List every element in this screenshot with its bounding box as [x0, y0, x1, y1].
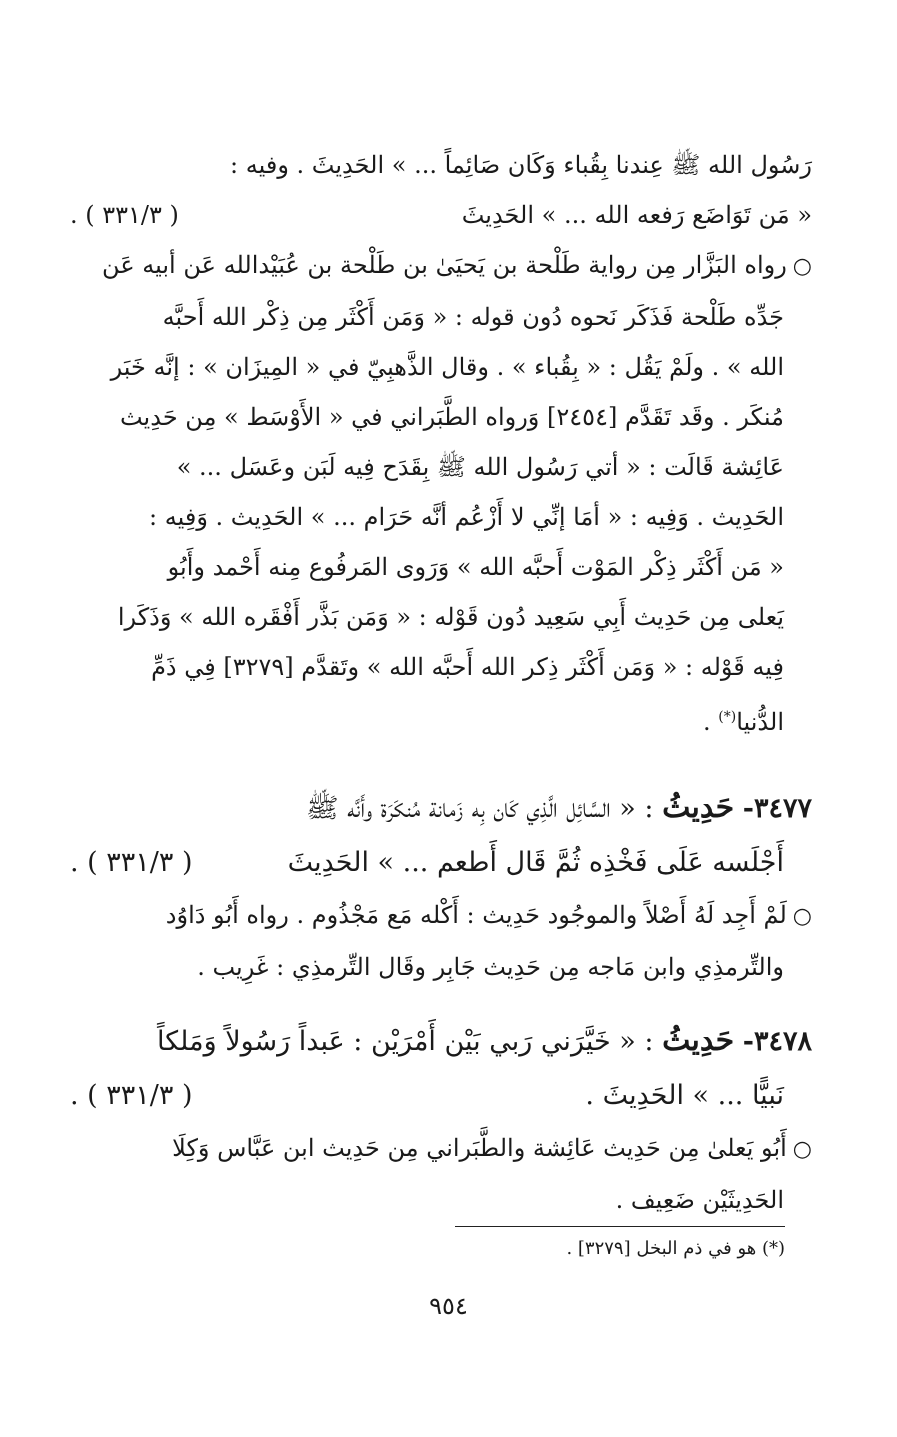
hadith-number: ٣٤٧٧- — [742, 793, 812, 824]
commentary-line: عَائِشة قَالَت : « أتي رَسُول الله ﷺ بِقَدَح فِيه لَبَن وعَسَل ... » — [176, 453, 784, 481]
commentary-line: « مَن أَكْثَر ذِكْر المَوْت أَحبَّه الله » وَرَوى المَرفُوع مِنه أَحْمد وأَبُو — [167, 553, 784, 581]
hadith-heading-3477: ٣٤٧٧- حَدِيثُ : « السَّائِل الَّذِي كَان بِه زَمانة مُنكَرَة وأَنَّه ﷺ — [306, 790, 812, 825]
text-line: رَسُول الله ﷺ عِندنا بِقُباء وَكَان صَائِماً ... » الحَدِيثَ . وفيه : — [230, 151, 812, 179]
commentary-line: يَعلى مِن حَدِيث أَبِي سَعِيد دُون قَوْله : « وَمَن بَذَّر أَفْقَره الله » وَذَكَرا — [117, 603, 784, 631]
circle-bullet-icon: ○ — [792, 904, 812, 929]
commentary-line: ○رواه البَزَّار مِن رواية طَلْحة بن يَحيَىٰ بن طَلْحة بن عُبَيْدالله عَن أبيه عَن — [102, 251, 812, 279]
circle-bullet-icon: ○ — [792, 254, 812, 279]
hadith-label: حَدِيثُ — [662, 1023, 735, 1058]
page-body — [70, 140, 812, 1225]
commentary-line: الدُّنيا(*) . — [702, 708, 784, 736]
footnote: (*) هو في ذم البخل [٣٢٧٩] . — [566, 1238, 785, 1259]
commentary-line: الله » . ولَمْ يَقُل : « بِقُباء » . وقال الذَّهبِيّ في « المِيزَان » : إنَّه خَبَر — [110, 353, 784, 381]
commentary-line: مُنكَر . وقَد تَقَدَّم [٢٤٥٤] وَرواه الطَّبَراني في « الأَوْسَط » مِن حَدِيث — [119, 403, 784, 431]
commentary-line: الحَدِيثَيْن ضَعِيف . — [615, 1186, 784, 1214]
commentary-line: ○لَمْ أَجِد لَهُ أَصْلاً والموجُود حَدِيث : أَكْله مَع مَجْذُوم . رواه أَبُو دَاوُد — [165, 901, 812, 929]
page-number: ٩٥٤ — [429, 1292, 468, 1320]
circle-bullet-icon: ○ — [792, 1137, 812, 1162]
text-line: نَبيًّا ... » الحَدِيثَ . ( ٣٣١/٣ ) . — [70, 1069, 784, 1123]
text-line: أَجْلَسه عَلَى فَخْذِه ثُمَّ قَال أَطعم ... » الحَدِيثَ ( ٣٣١/٣ ) . — [70, 836, 784, 890]
volume-page-reference: ( ٣٣١/٣ ) . — [70, 1080, 193, 1111]
text-line: « مَن تَوَاضَع رَفعه الله ... » الحَدِيثَ ( ٣٣١/٣ ) . — [70, 190, 812, 240]
commentary-line: والتِّرمذِي وابن مَاجه مِن حَدِيث جَابِر وقَال التِّرمذِي : غَرِيب . — [197, 953, 784, 981]
footnote-divider — [455, 1226, 785, 1227]
commentary-line: فِيه قَوْله : « وَمَن أَكْثَر ذِكر الله أَحبَّه الله » وتَقدَّم [٣٢٧٩] فِي ذَمِّ — [151, 653, 784, 681]
commentary-line: ○أَبُو يَعلىٰ مِن حَدِيث عَائِشة والطَّبَراني مِن حَدِيث ابن عَبَّاس وَكِلَا — [172, 1134, 812, 1162]
volume-page-reference: ( ٣٣١/٣ ) . — [70, 847, 193, 878]
hadith-label: حَدِيثُ — [662, 790, 735, 825]
volume-page-reference: ( ٣٣١/٣ ) . — [70, 201, 179, 229]
commentary-line: الحَدِيث . وَفِيه : « أمَا إنِّي لا أَزْعُم أنَّه حَرَام ... » الحَدِيث . وَفِيه : — [149, 503, 784, 531]
footnote-marker: (*) — [718, 709, 737, 725]
hadith-heading-3478: ٣٤٧٨- حَدِيثُ : « خَيَّرَني رَبي بَيْن أَمْرَيْن : عَبداً رَسُولاً وَمَلكاً — [157, 1023, 812, 1058]
hadith-number: ٣٤٧٨- — [742, 1026, 812, 1057]
commentary-line: جَدِّه طَلْحة فَذَكَر نَحوه دُون قوله : « وَمَن أَكْثَر مِن ذِكْر الله أَحبَّه — [162, 303, 784, 331]
